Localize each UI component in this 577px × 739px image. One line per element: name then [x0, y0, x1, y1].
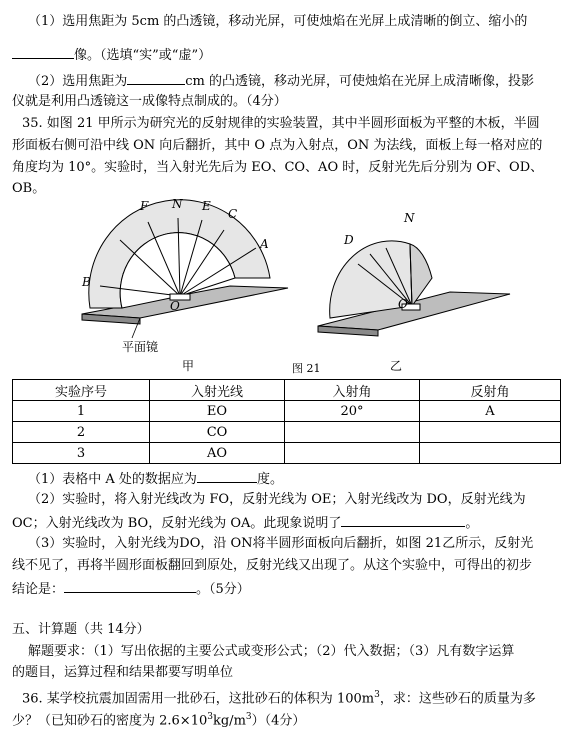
- table-header: 入射光线: [150, 380, 285, 401]
- section5-req-line2: 的题目，运算过程和结果都要写明单位: [12, 665, 234, 680]
- table-row: [13, 401, 561, 422]
- table-cell: [285, 443, 420, 464]
- table-header: 反射角: [420, 380, 561, 401]
- q35-sub2-line1: （2）实验时，将入射光线改为 FO，反射光线为 OE；入射光线改为 DO，反射光线为: [28, 492, 526, 507]
- q-pre-part2-line2: 仪就是利用凸透镜这一成像特点制成的。（4分）: [12, 94, 287, 109]
- table-cell: [420, 443, 561, 464]
- label-f: F: [140, 199, 149, 213]
- table-cell: 3: [13, 443, 150, 464]
- label-n-jia: N: [172, 197, 183, 211]
- q36-line2: 少？（已知砂石的密度为 $2.6\times 10^3kg/m^3)(4$分）: [12, 712, 306, 729]
- table-cell: A: [420, 401, 561, 422]
- label-jia: 甲: [182, 359, 195, 373]
- q36-line1: 36. 某学校抗震加固需用一批砂石，这批砂石的体积为 $100m^3$，求：这些砂石的质量为多: [22, 690, 536, 707]
- answer-blank-2[interactable]: [127, 70, 185, 85]
- apparatus-jia: [82, 200, 288, 338]
- mirror-label: 平面镜: [122, 340, 159, 354]
- figure-caption: 图 21: [292, 362, 321, 375]
- half-board-yi-folded: [410, 244, 432, 306]
- q35-sub1: （1）表格中 A 处的数据应为 度。: [28, 468, 283, 490]
- table-row: [13, 422, 561, 443]
- table-cell: AO: [150, 443, 285, 464]
- table-cell: EO: [150, 401, 285, 422]
- section5-req-line1: 解题要求：（1）写出依据的主要公式或变形公式；（2）代入数据；（3）凡有数字运算: [28, 644, 515, 659]
- figure-21: [60, 196, 530, 376]
- table-header: 实验序号: [13, 380, 150, 401]
- q35-sub3-line3: 结论是： 。（5分）: [12, 578, 250, 600]
- q35-sub3-line2: 线不见了，再将半圆形面板翻回到原处，反射光线又出现了。从这个实验中，可得出的初步: [12, 558, 533, 573]
- answer-blank-1[interactable]: [12, 44, 74, 59]
- q35-sub3-line1: （3）实验时，入射光线为DO，沿 ON将半圆形面板向后翻折，如图 21乙所示，反射光: [28, 536, 534, 551]
- q-pre-part1-line2: 像。（选填“实”或“虚”）: [12, 44, 211, 66]
- table-cell: [420, 422, 561, 443]
- label-b: B: [82, 275, 91, 289]
- table-cell: 1: [13, 401, 150, 422]
- q35-line3: 角度均为 10°。实验时，当入射光先后为 EO、CO、AO 时，反射光先后分别为 OF、OD、: [12, 160, 544, 175]
- table-header-row: [13, 380, 561, 401]
- q-pre-part2-line1: （2）选用焦距为 cm 的凸透镜，移动光屏，可使烛焰在光屏上成清晰像，投影: [28, 70, 534, 92]
- answer-blank-5[interactable]: [64, 578, 196, 593]
- table-cell: CO: [150, 422, 285, 443]
- label-o-jia: O: [170, 299, 180, 313]
- label-a: A: [260, 237, 269, 251]
- answer-blank-3[interactable]: [197, 468, 257, 483]
- q35-line1: 35. 如图 21 甲所示为研究光的反射规律的实验装置，其中半圆形面板为平整的木板，半圆: [22, 116, 540, 131]
- apparatus-yi: [318, 241, 510, 336]
- table-header: 入射角: [285, 380, 420, 401]
- table-cell: 2: [13, 422, 150, 443]
- label-yi: 乙: [390, 359, 403, 373]
- label-d: D: [344, 233, 354, 247]
- q35-line2: 形面板右侧可沿中线 ON 向后翻折，其中 O 点为入射点，ON 为法线，面板上每一格对应的: [12, 138, 543, 153]
- experiment-table: [12, 379, 561, 464]
- table-cell: [285, 422, 420, 443]
- label-c: C: [228, 207, 238, 221]
- answer-blank-4[interactable]: [341, 512, 465, 527]
- table-row: [13, 443, 561, 464]
- label-n-yi: N: [404, 211, 415, 225]
- label-e: E: [202, 199, 211, 213]
- q35-line4: OB。: [12, 181, 46, 196]
- section5-title: 五、计算题（共 14分）: [12, 622, 150, 637]
- q35-sub2-line2: OC；入射光线改为 BO，反射光线为 OA。此现象说明了 。: [12, 512, 478, 534]
- label-o-yi: O: [398, 297, 408, 311]
- q-pre-part1-line1: （1）选用焦距为 5cm 的凸透镜，移动光屏，可使烛焰在光屏上成清晰的倒立、缩小的: [28, 14, 528, 29]
- table-cell: 20°: [285, 401, 420, 422]
